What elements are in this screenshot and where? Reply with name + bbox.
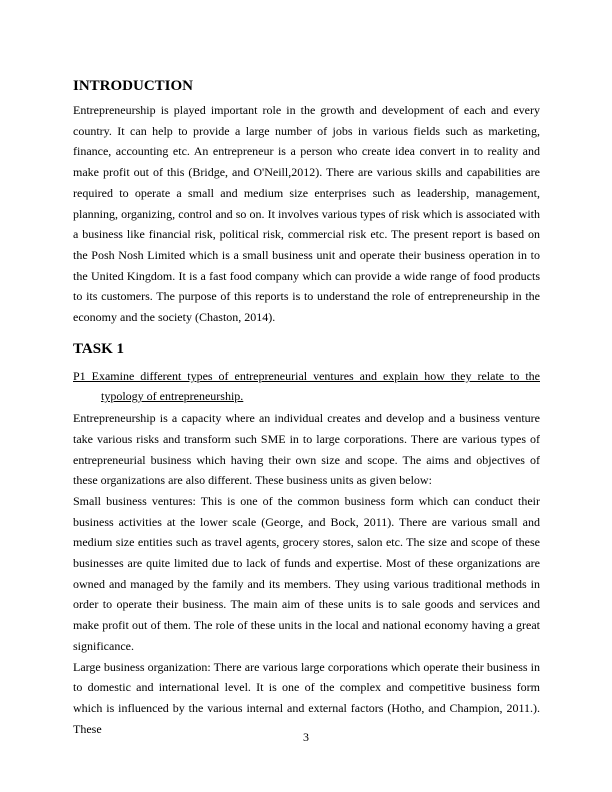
- task1-heading: TASK 1: [73, 340, 124, 357]
- introduction-paragraph: Entrepreneurship is played important role in the growth and development of each and every country. It can help to provide a large number of jobs in various fields such as marketing, finance, accounting etc. An entrepreneur is a person who create idea convert in to reality and make profit out of this (Bridge, and O'Neill,2012). There are various skills and capabilities are required to operate a small and medium size enterprises such as leadership, management, planning, organizing, control and so on. It involves various types of risk which is associated with a business like financial risk, political risk, commercial risk etc. The present report is based on the Posh Nosh Limited which is a small business unit and operate their business operation in to the United Kingdom. It is a fast food company which can provide a wide range of food products to its customers. The purpose of this reports is to understand the role of entrepreneurship in the economy and the society (Chaston, 2014).: [73, 103, 540, 325]
- task1-paragraph-1: Entrepreneurship is a capacity where an individual creates and develop and a business venture take various risks and transform such SME in to large corporations. There are various types of entrepreneurial business which having their own size and scope. The aims and objectives of these organizations are also different. These business units as given below:: [73, 411, 540, 488]
- task1-paragraph-3: Large business organization: There are various large corporations which operate their business in to domestic and international level. It is one of the complex and competitive business form which is influenced by the various internal and external factors (Hotho, and Champion, 2011.). These: [73, 659, 540, 736]
- page-content: [73, 77, 540, 739]
- task1-title: P1 Examine different types of entrepreneurial ventures and explain how they relate to the typology of entrepreneurship.: [73, 368, 540, 404]
- task1-paragraph-2: Small business ventures: This is one of the common business form which can conduct their business activities at the lower scale (George, and Bock, 2011). There are various small and medium size entities such as travel agents, grocery stores, salon etc. The size and scope of these businesses are quite limited due to lack of funds and expertise. Most of these organizations are owned and managed by the family and its members. They using various traditional methods in order to operate their business. The main aim of these units is to sale goods and services and make profit out of them. The role of these units in the local and national economy having a great significance.: [73, 493, 540, 653]
- page-number: 3: [303, 730, 309, 744]
- introduction-heading: INTRODUCTION: [73, 78, 194, 94]
